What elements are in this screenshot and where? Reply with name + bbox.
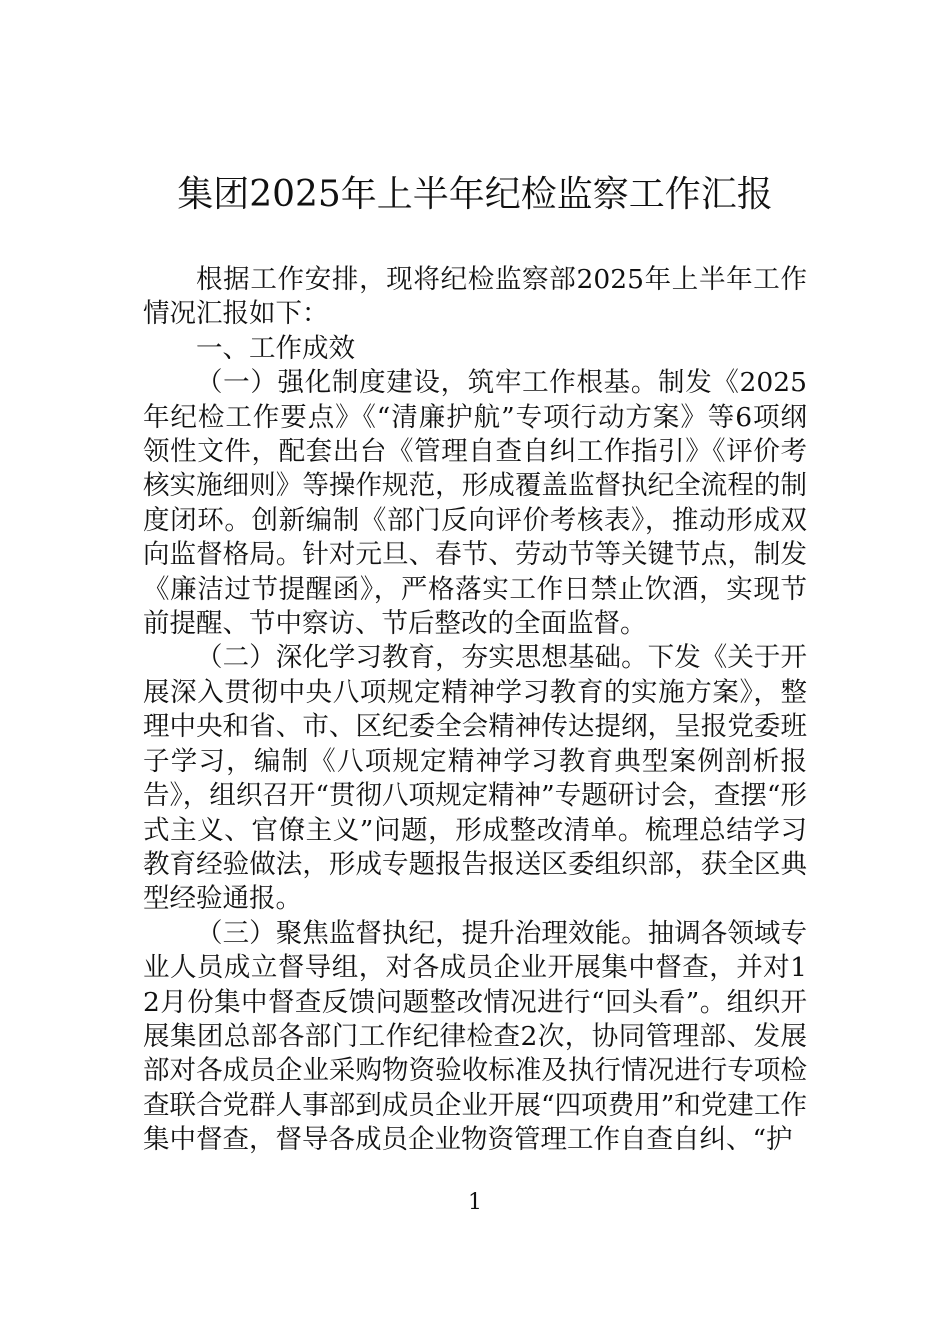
- body-paragraph: （二）深化学习教育，夯实思想基础。下发《关于开展深入贯彻中央八项规定精神学习教育的实施方案》，整理中央和省、市、区纪委全会精神传达提纲，呈报党委班子学习，编制《八项规定精神学习教育典型案例剖析报告》，组织召开“贯彻八项规定精神”专题研讨会，查摆“形式主义、官僚主义”问题，形成整改清单。梳理总结学习教育经验做法，形成专题报告报送区委组织部，获全区典型经验通报。: [143, 642, 807, 915]
- intro-paragraph: 根据工作安排，现将纪检监察部2025年上半年工作情况汇报如下：: [143, 264, 807, 330]
- body-paragraph: （三）聚焦监督执纪，提升治理效能。抽调各领域专业人员成立督导组，对各成员企业开展集中督查，并对12月份集中督查反馈问题整改情况进行“回头看”。组织开展集团总部各部门工作纪律检查2次，协同管理部、发展部对各成员企业采购物资验收标准及执行情况进行专项检查联合党群人事部到成员企业开展“四项费用”和党建工作集中督查，督导各成员企业物资管理工作自查自纠、“护: [143, 917, 807, 1156]
- section-heading: 一、工作成效: [196, 332, 355, 364]
- page-number: 1: [468, 1190, 482, 1215]
- document-title: 集团2025年上半年纪检监察工作汇报: [177, 174, 773, 215]
- document-body: [143, 263, 807, 1158]
- body-paragraph: （一）强化制度建设，筑牢工作根基。制发《2025年纪检工作要点》《“清廉护航”专项行动方案》等6项纲领性文件，配套出台《管理自查自纠工作指引》《评价考核实施细则》等操作规范，形成覆盖监督执纪全流程的制度闭环。创新编制《部门反向评价考核表》，推动形成双向监督格局。针对元旦、春节、劳动节等关键节点，制发《廉洁过节提醒函》，严格落实工作日禁止饮酒，实现节前提醒、节中察访、节后整改的全面监督。: [143, 367, 807, 640]
